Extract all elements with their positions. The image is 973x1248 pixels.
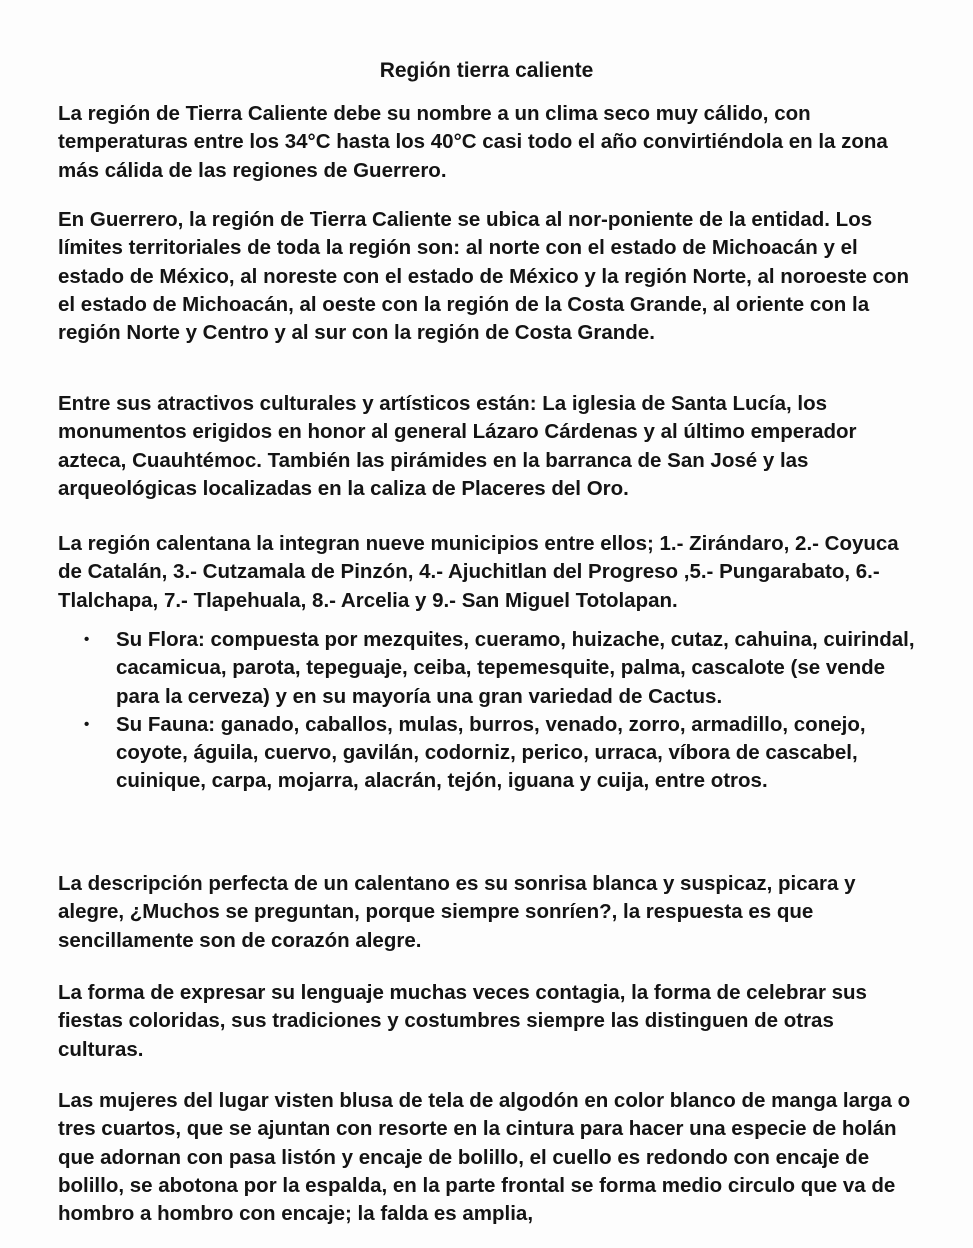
list-item-text: Su Flora: compuesta por mezquites, cueramo, huizache, cutaz, cahuina, cuirindal, cacamicua, parota, tepeguaje, ceiba, tepemesquite, palma, cascalote (se vende para la cerveza) y en su mayoría una gran variedad de Cactus. bbox=[116, 628, 915, 708]
paragraph-location: En Guerrero, la región de Tierra Caliente se ubica al nor-poniente de la entidad. Los límites territoriales de toda la región son: al norte con el estado de Michoacán y el estado de México, al noreste con el estado de México y la región Norte, al noroeste con el estado de Michoacán, al oeste con la región de la Costa Grande, al oriente con la región Norte y Centro y al sur con la región de Costa Grande. bbox=[58, 208, 909, 345]
paragraph-attractions: Entre sus atractivos culturales y artísticos están: La iglesia de Santa Lucía, los monumentos erigidos en honor al general Lázaro Cárdenas y al último emperador azteca, Cuauhtémoc. También las pirámides en la barranca de San José y las arqueológicas localizadas en la caliza de Placeres del Oro. bbox=[58, 392, 857, 500]
bullet-icon: • bbox=[84, 631, 90, 648]
paragraph-language: La forma de expresar su lenguaje muchas veces contagia, la forma de celebrar sus fiestas coloridas, sus tradiciones y costumbres siempre las distinguen de otras culturas. bbox=[58, 981, 867, 1061]
paragraph-clothing: Las mujeres del lugar visten blusa de tela de algodón en color blanco de manga larga o tres cuartos, que se ajuntan con resorte en la cintura para hacer una especie de holán que adornan con pasa listón y encaje de bolillo, el cuello es redondo con encaje de bolillo, se abotona por la espalda, en la parte frontal se forma medio circulo que va de hombro a hombro con encaje; la falda es amplia, bbox=[58, 1089, 911, 1226]
paragraph-municipalities: La región calentana la integran nueve municipios entre ellos; 1.- Zirándaro, 2.- Coyuca de Catalán, 3.- Cutzamala de Pinzón, 4.- Ajuchitlan del Progreso ,5.- Pungarabato, 6.- Tlalchapa, 7.- Tlapehuala, 8.- Arcelia y 9.- San Miguel Totolapan. bbox=[58, 532, 899, 612]
list-item-flora bbox=[58, 626, 924, 711]
page-title: Región tierra caliente bbox=[379, 59, 594, 82]
paragraph-climate: La región de Tierra Caliente debe su nombre a un clima seco muy cálido, con temperaturas entre los 34°C hasta los 40°C casi todo el año convirtiéndola en la zona más cálida de las regiones de Guerrero. bbox=[58, 102, 888, 182]
bullet-icon: • bbox=[84, 715, 90, 733]
list-item-text: Su Fauna: ganado, caballos, mulas, burros, venado, zorro, armadillo, conejo, coyote, águila, cuervo, gavilán, codorniz, perico, urraca, víbora de cascabel, cuinique, carpa, mojarra, alacrán, tejón, iguana y cuija, entre otros. bbox=[116, 712, 866, 793]
bullet-list bbox=[58, 626, 924, 796]
list-item-fauna bbox=[58, 711, 924, 796]
paragraph-character: La descripción perfecta de un calentano es su sonrisa blanca y suspicaz, picara y alegre, ¿Muchos se preguntan, porque siempre sonríen?, la respuesta es que sencillamente son de corazón alegre. bbox=[58, 872, 856, 952]
